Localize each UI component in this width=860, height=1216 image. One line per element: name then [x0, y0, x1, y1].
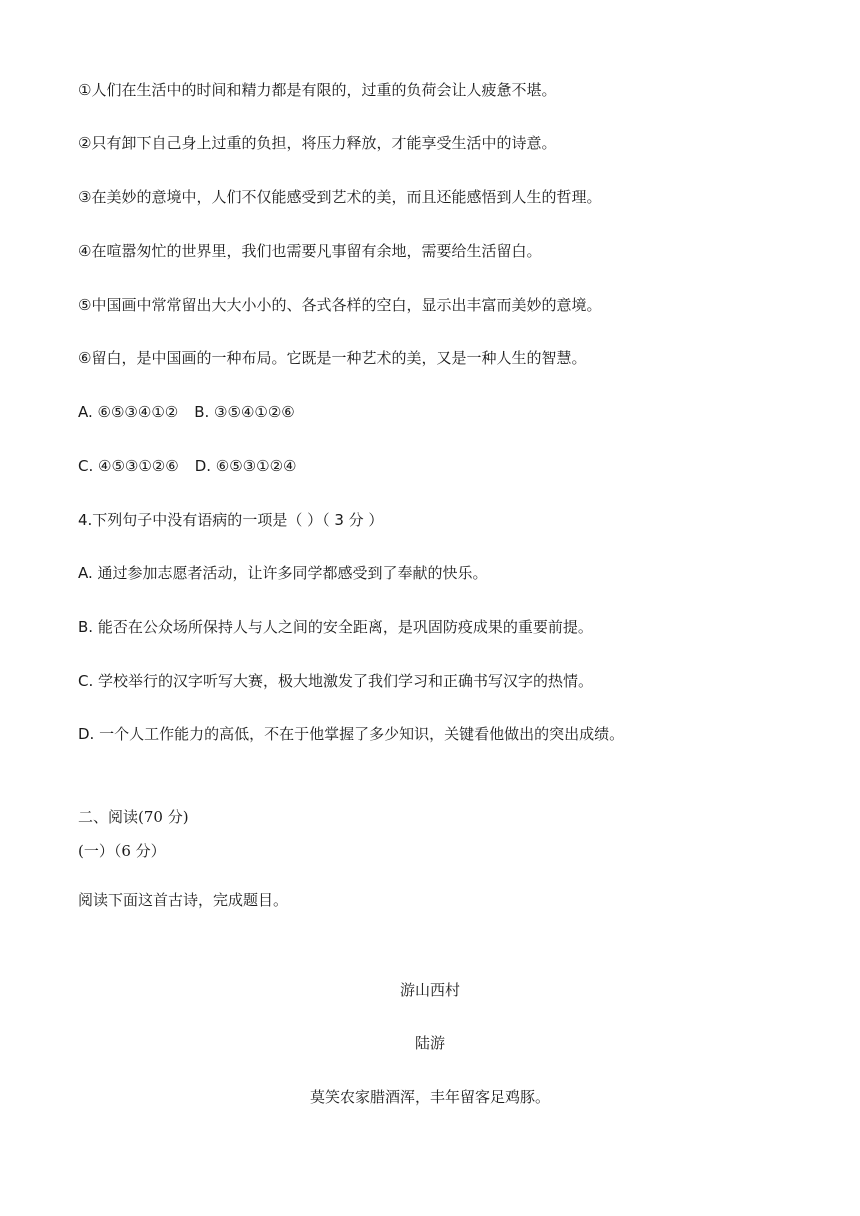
q3-option-b: B. ③⑤④①②⑥ [194, 403, 295, 421]
q3-option-d: D. ⑥⑤③①②④ [194, 457, 297, 475]
q4-stem: 4.下列句子中没有语病的一项是（ ）（ 3 分 ） [78, 511, 384, 529]
sentence-4: ④在喧嚣匆忙的世界里，我们也需要凡事留有余地，需要给生活留白。 [78, 242, 542, 260]
reading-instruction: 阅读下面这首古诗，完成题目。 [78, 891, 289, 909]
sentence-6: ⑥留白，是中国画的一种布局。它既是一种艺术的美，又是一种人生的智慧。 [78, 349, 587, 367]
q3-option-a: A. ⑥⑤③④①② [78, 403, 179, 421]
poem-title: 游山西村 [399, 981, 460, 999]
subsection-heading: (一）（6 分） [78, 842, 166, 860]
sentence-1: ①人们在生活中的时间和精力都是有限的，过重的负荷会让人疲惫不堪。 [78, 81, 557, 99]
q3-options-row-2 [78, 456, 296, 476]
sentence-5: ⑤中国画中常常留出大大小小的、各式各样的空白，显示出丰富而美妙的意境。 [78, 296, 602, 314]
q4-option-d: D. 一个人工作能力的高低，不在于他掌握了多少知识，关键看他做出的突出成绩。 [78, 725, 625, 743]
q3-option-c: C. ④⑤③①②⑥ [78, 457, 179, 475]
q3-options-row-1 [78, 402, 295, 422]
section-heading: 二、阅读(70 分) [78, 808, 189, 826]
sentence-2: ②只有卸下自己身上过重的负担，将压力释放，才能享受生活中的诗意。 [78, 134, 557, 152]
q4-option-c: C. 学校举行的汉字听写大赛，极大地激发了我们学习和正确书写汉字的热情。 [78, 672, 594, 690]
sentence-3: ③在美妙的意境中，人们不仅能感受到艺术的美，而且还能感悟到人生的哲理。 [78, 188, 602, 206]
q4-option-b: B. 能否在公众场所保持人与人之间的安全距离，是巩固防疫成果的重要前提。 [78, 618, 593, 636]
poem-line-1: 莫笑农家腊酒浑，丰年留客足鸡豚。 [309, 1088, 550, 1106]
q4-option-a: A. 通过参加志愿者活动，让许多同学都感受到了奉献的快乐。 [78, 564, 488, 582]
poem-author: 陆游 [414, 1034, 445, 1052]
